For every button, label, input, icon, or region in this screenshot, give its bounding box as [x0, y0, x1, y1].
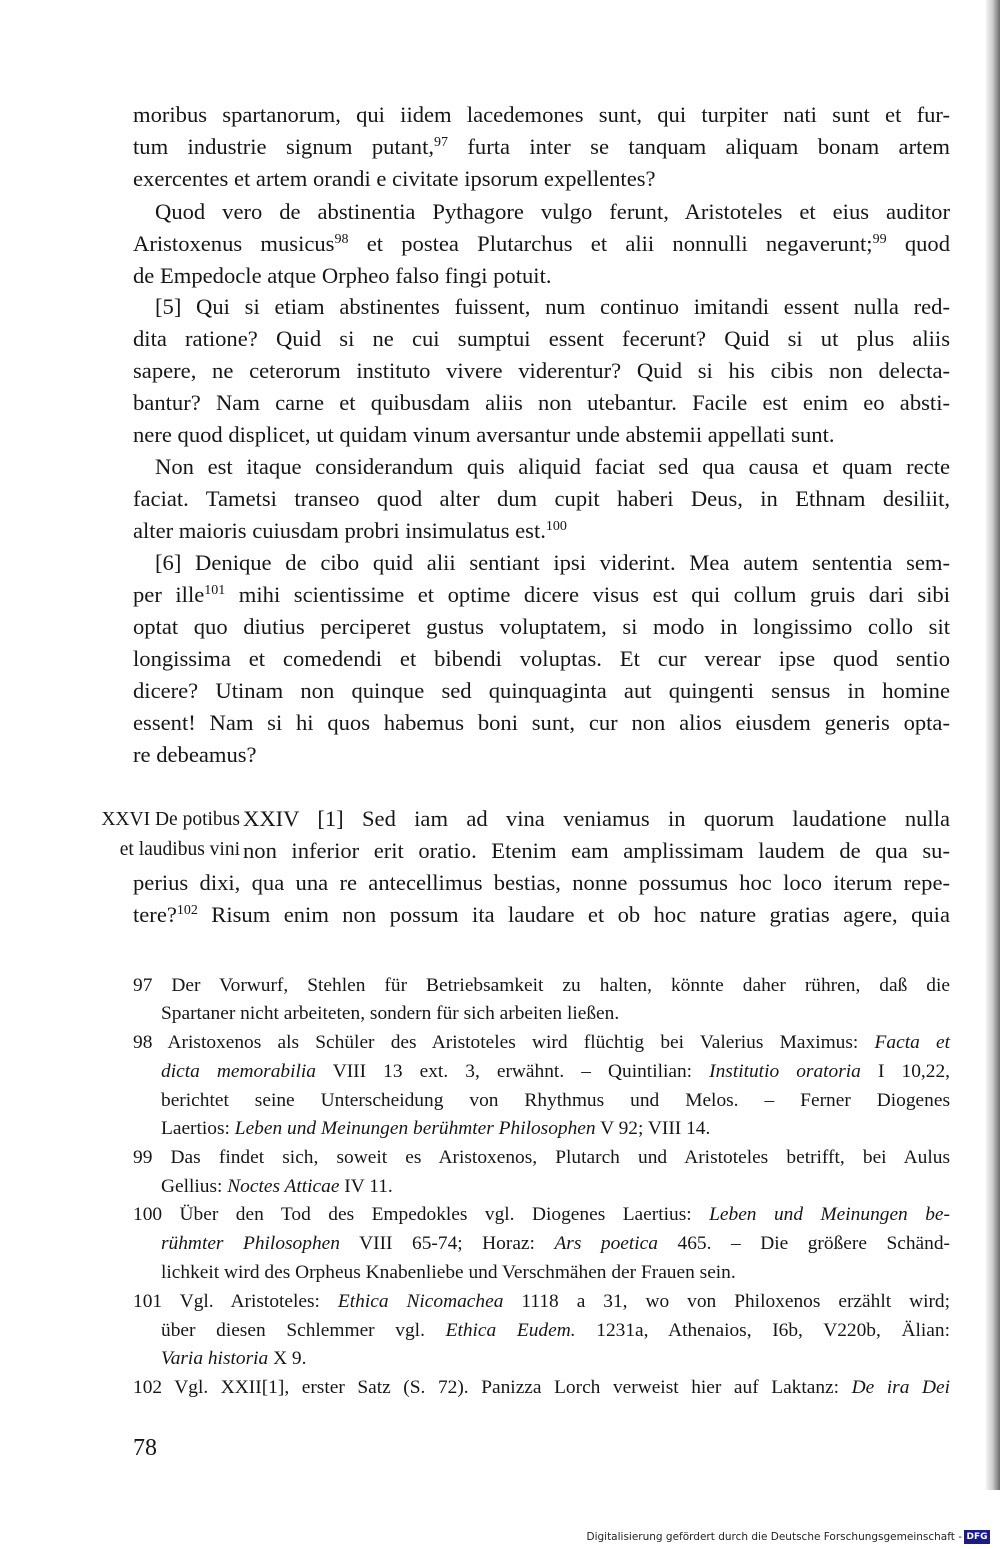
- text-line: exercentes et artem orandi e civitate ipsorum expellentes?: [133, 166, 656, 191]
- dfg-logo[interactable]: DFG: [964, 1530, 990, 1544]
- footnote-ref-97[interactable]: 97: [434, 135, 448, 150]
- footnote-97-cont: Spartaner nicht arbeiteten, sondern für sich arbeiten ließen.: [161, 1003, 620, 1024]
- scan-edge-shadow: [986, 0, 1000, 1490]
- footnote-ref-98[interactable]: 98: [334, 232, 349, 247]
- text-line: Aristoxenus musicus$^{98}$ et postea Plutarchus et alii nonnulli negaverunt;$^{99}$ quod: [133, 231, 951, 256]
- footnote-100-cont: rühmter Philosophen VIII 65-74; Horaz: Ars poetica 465. – Die größere Schänd-: [161, 1233, 950, 1254]
- text-line: bantur? Nam carne et quibusdam aliis non utebantur. Facile est enim eo absti-: [133, 390, 950, 415]
- text-line: [5] Qui si etiam abstinentes fuissent, num continuo imitandi essent nulla red-: [155, 294, 950, 319]
- footnote-101-cont: über diesen Schlemmer vgl. Ethica Eudem. 1231a, Athenaios, I6b, V220b, Älian:: [161, 1320, 950, 1341]
- footnote-98-cont: dicta memorabilia VIII 13 ext. 3, erwähnt. – Quintilian: Institutio oratoria I 10,22,: [161, 1061, 950, 1082]
- text-line: sapere, ne ceterorum instituto vivere viderentur? Quid si his cibis non delecta-: [133, 358, 950, 383]
- text-line: per ille$^{101}$ mihi scientissime et optime dicere visus est qui collum gruis dari sibi: [133, 582, 951, 607]
- footnote-ref-102[interactable]: 102: [176, 903, 198, 918]
- page-number: 78: [133, 1435, 157, 1461]
- text-line: non inferior erit oratio. Etenim eam amplissimam laudem de qua su-: [243, 838, 950, 863]
- footnote-98: 98 Aristoxenos als Schüler des Aristoteles wird flüchtig bei Valerius Maximus: Facta et: [133, 1032, 951, 1053]
- footnote-98-cont: Laertios: Leben und Meinungen berühmter Philosophen V 92; VIII 14.: [161, 1118, 711, 1139]
- footnote-97: 97 Der Vorwurf, Stehlen für Betriebsamkeit zu halten, könnte daher rühren, daß die: [133, 975, 950, 996]
- text-line: alter maioris cuiusdam probri insimulatus est.$^{100}$: [133, 518, 567, 543]
- text-line: moribus spartanorum, qui iidem lacedemones sunt, qui turpiter nati sunt et fur-: [133, 102, 950, 127]
- text-line: dicere? Utinam non quinque sed quinquaginta aut quingenti sensus in homine: [133, 678, 950, 703]
- text-line: Quod vero de abstinentia Pythagore vulgo ferunt, Aristoteles et eius auditor: [155, 199, 950, 224]
- text-line: longissima et comedendi et bibendi voluptas. Et cur verear ipse quod sentio: [133, 646, 950, 671]
- footnote-ref-99[interactable]: 99: [872, 232, 887, 247]
- footnote-ref-100[interactable]: 100: [545, 519, 567, 534]
- footnote-ref-101[interactable]: 101: [204, 583, 226, 598]
- footnote-99-cont: Gellius: Noctes Atticae IV 11.: [161, 1176, 393, 1197]
- footnote-102: 102 Vgl. XXII[1], erster Satz (S. 72). Panizza Lorch verweist hier auf Laktanz: De ira Dei: [133, 1377, 950, 1398]
- text-line: tum industrie signum putant,$^{97}$ furta inter se tanquam aliquam bonam artem: [133, 134, 950, 159]
- footnote-101: 101 Vgl. Aristoteles: Ethica Nicomachea 1118 a 31, wo von Philoxenos erzählt wird;: [133, 1291, 950, 1312]
- margin-note-line1: XXVI De potibus: [101, 809, 240, 830]
- text-line: de Empedocle atque Orpheo falso fingi potuit.: [133, 263, 552, 288]
- text-line: dita ratione? Quid si ne cui sumptui essent fecerunt? Quid si ut plus aliis: [133, 326, 950, 351]
- text-line: essent! Nam si hi quos habemus boni sunt, cur non alios eiusdem generis opta-: [133, 710, 950, 735]
- text-line: tere?$^{102}$ Risum enim non possum ita laudare et ob hoc nature gratias agere, quia: [133, 902, 950, 927]
- footnote-100: 100 Über den Tod des Empedokles vgl. Diogenes Laertius: Leben und Meinungen be-: [133, 1204, 950, 1225]
- footnote-98-cont: berichtet seine Unterscheidung von Rhythmus und Melos. – Ferner Diogenes: [161, 1090, 950, 1111]
- margin-note-line2: et laudibus vini: [119, 839, 240, 860]
- footnote-100-cont: lichkeit wird des Orpheus Knabenliebe und Verschmähen der Frauen sein.: [161, 1262, 736, 1283]
- text-line: re debeamus?: [133, 742, 257, 767]
- text-line: Non est itaque considerandum quis aliquid faciat sed qua causa et quam recte: [155, 454, 950, 479]
- chapter-heading-line: XXIV [1] Sed iam ad vina veniamus in quorum laudatione nulla: [243, 806, 950, 831]
- digitization-credit: Digitalisierung gefördert durch die Deutsche Forschungsgemeinschaft -: [586, 1531, 962, 1543]
- text-line: optat quo diutius perciperet gustus voluptatem, si modo in longissimo collo sit: [133, 614, 950, 639]
- text-line: nere quod displicet, ut quidam vinum aversantur unde abstemii appellati sunt.: [133, 422, 835, 447]
- footnote-99: 99 Das findet sich, soweit es Aristoxenos, Plutarch und Aristoteles betrifft, bei Aulus: [133, 1147, 950, 1168]
- text-line: faciat. Tametsi transeo quod alter dum cupit haberi Deus, in Ethnam desiliit,: [133, 486, 950, 511]
- footnote-101-cont: Varia historia X 9.: [161, 1348, 307, 1369]
- text-line: [6] Denique de cibo quid alii sentiant ipsi viderint. Mea autem sententia sem-: [155, 550, 950, 575]
- text-line: perius dixi, qua una re antecellimus bestias, nonne possumus hoc loco iterum repe-: [133, 870, 950, 895]
